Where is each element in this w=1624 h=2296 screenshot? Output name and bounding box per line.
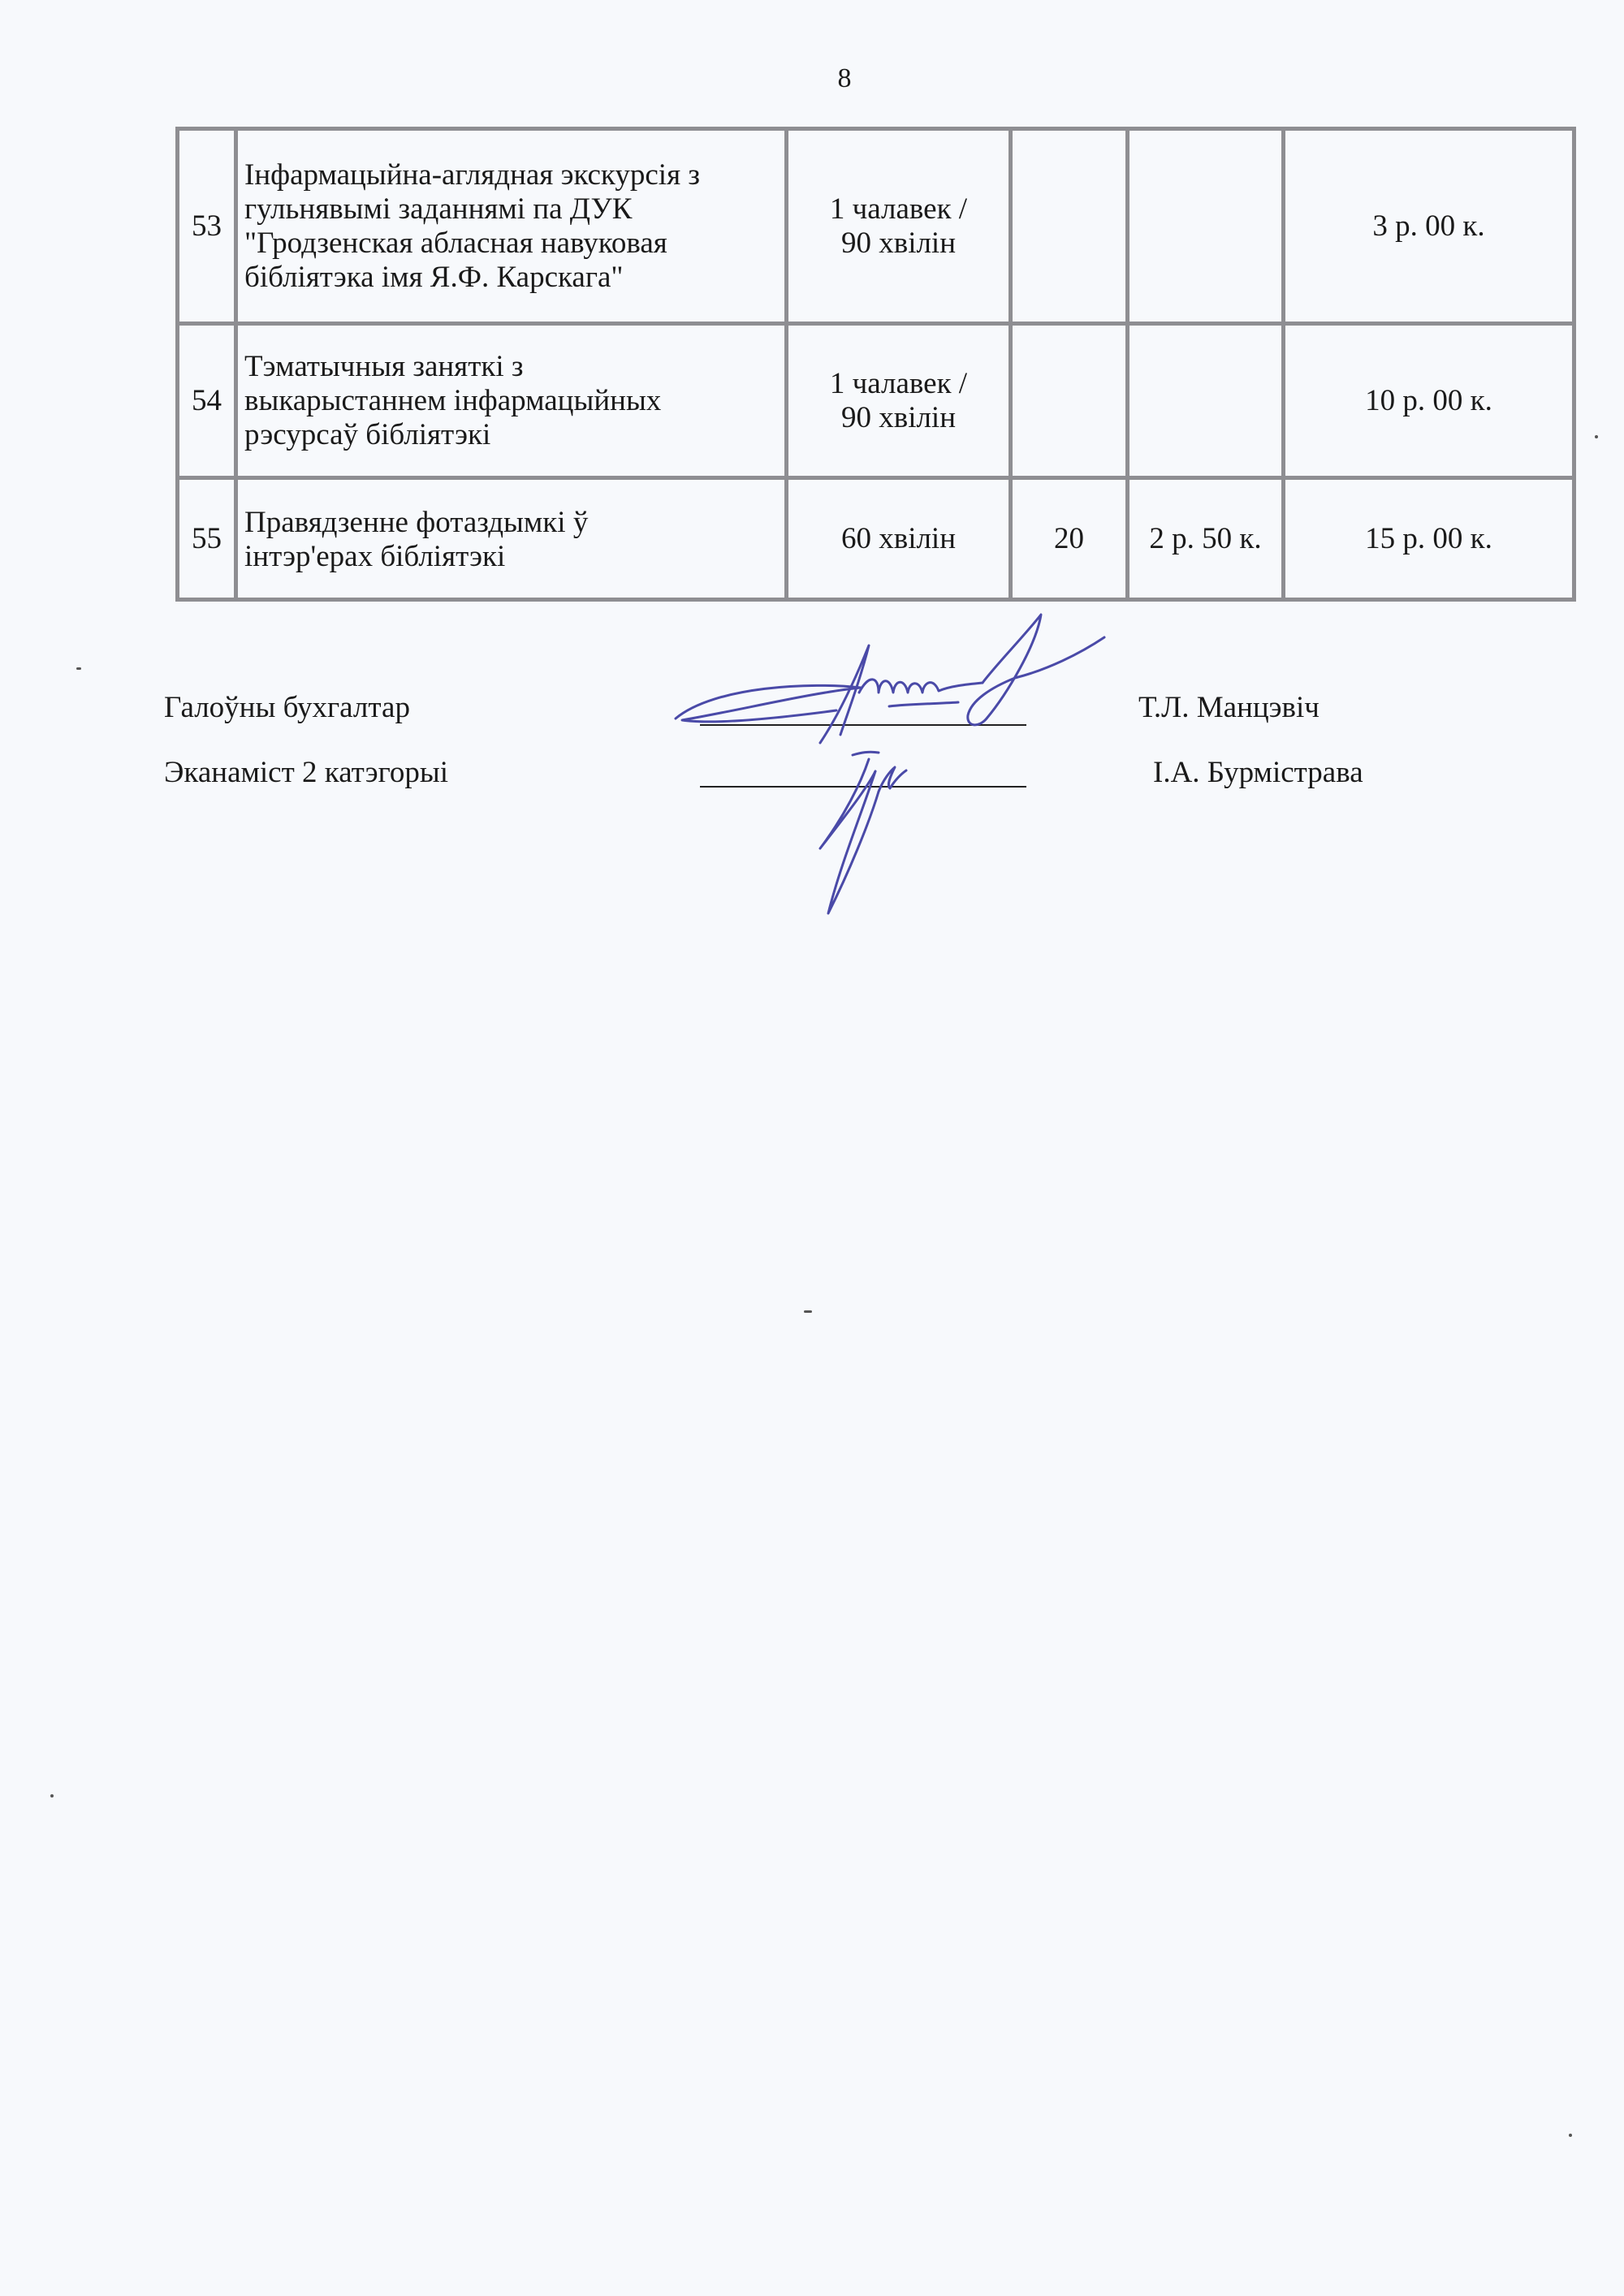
scan-speck bbox=[50, 1794, 54, 1798]
signature-row-chief-accountant bbox=[0, 690, 1624, 731]
scan-speck bbox=[76, 667, 81, 670]
service-name-line: "Гродзенская абласная навуковая bbox=[244, 226, 667, 260]
service-name-line: выкарыстаннем інфармацыйных bbox=[244, 383, 662, 417]
signer-position: Галоўны бухгалтар bbox=[164, 691, 410, 724]
quantity bbox=[1011, 129, 1128, 324]
table-row-55 bbox=[178, 478, 1574, 600]
service-name bbox=[236, 129, 787, 324]
unit-line: 90 хвілін bbox=[840, 226, 957, 260]
service-name-line: гульнявымі заданнямі па ДУК bbox=[244, 192, 633, 226]
unit-line: 1 чалавек / bbox=[829, 192, 968, 226]
total-price: 15 р. 00 к. bbox=[1284, 478, 1574, 600]
scan-speck bbox=[1569, 2134, 1572, 2137]
total-price: 3 р. 00 к. bbox=[1284, 129, 1574, 324]
service-name bbox=[236, 324, 787, 478]
unit-of-measure bbox=[787, 129, 1011, 324]
row-number: 55 bbox=[178, 478, 236, 600]
signer-position: Эканаміст 2 катэгорыі bbox=[164, 756, 449, 789]
page-number: 8 bbox=[837, 63, 852, 93]
table-row-53 bbox=[178, 129, 1574, 324]
signer-name: Т.Л. Манцэвіч bbox=[1138, 691, 1320, 724]
price-table bbox=[175, 127, 1576, 602]
quantity bbox=[1011, 324, 1128, 478]
signature-row-economist bbox=[0, 755, 1624, 796]
unit-price: 2 р. 50 к. bbox=[1128, 478, 1284, 600]
service-name bbox=[236, 478, 787, 600]
unit-line: 60 хвілін bbox=[840, 521, 957, 555]
service-name-line: Інфармацыйна-аглядная экскурсія з bbox=[244, 158, 700, 192]
unit-line: 90 хвілін bbox=[840, 400, 957, 434]
row-number: 53 bbox=[178, 129, 236, 324]
quantity: 20 bbox=[1011, 478, 1128, 600]
row-number: 54 bbox=[178, 324, 236, 478]
table-row-54 bbox=[178, 324, 1574, 478]
unit-price bbox=[1128, 129, 1284, 324]
service-name-line: Тэматычныя заняткі з bbox=[244, 349, 524, 383]
signature-line bbox=[700, 724, 1026, 726]
unit-of-measure bbox=[787, 324, 1011, 478]
signature-line bbox=[700, 786, 1026, 788]
unit-price bbox=[1128, 324, 1284, 478]
service-name-line: бібліятэка імя Я.Ф. Карскага" bbox=[244, 260, 624, 294]
unit-line: 1 чалавек / bbox=[829, 366, 968, 400]
service-name-line: інтэр'ерах бібліятэкі bbox=[244, 539, 506, 573]
scan-speck bbox=[1595, 435, 1598, 438]
service-name-line: рэсурсаў бібліятэкі bbox=[244, 417, 491, 451]
signer-name: І.А. Бурмістрава bbox=[1153, 756, 1363, 789]
total-price: 10 р. 00 к. bbox=[1284, 324, 1574, 478]
scan-speck bbox=[804, 1310, 812, 1313]
unit-of-measure bbox=[787, 478, 1011, 600]
service-name-line: Правядзенне фотаздымкі ў bbox=[244, 505, 589, 539]
